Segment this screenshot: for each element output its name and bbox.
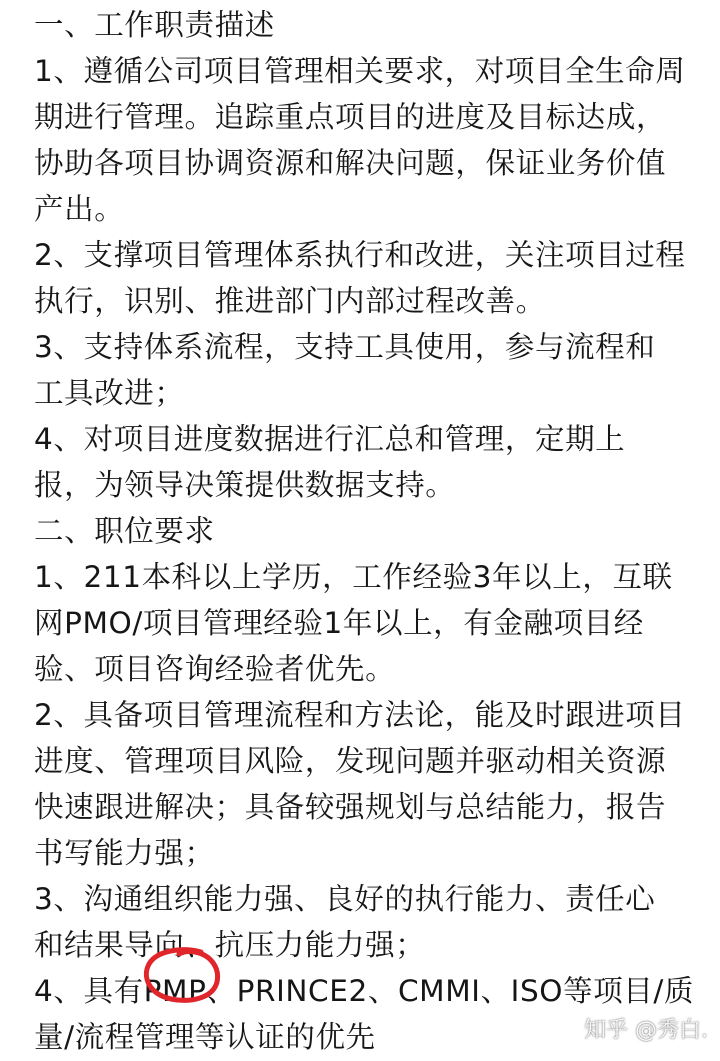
text-line: 书写能力强；	[34, 836, 215, 870]
text-line: 期进行管理。追踪重点项目的进度及目标达成，	[34, 100, 667, 134]
text-line: 3、支持体系流程，支持工具使用，参与流程和	[34, 330, 656, 364]
section-heading-responsibilities: 一、工作职责描述	[34, 8, 275, 42]
text-line: 网PMO/项目管理经验1年以上，有金融项目经	[34, 606, 644, 640]
text-line: 验、项目咨询经验者优先。	[34, 652, 396, 686]
text-line: 1、211本科以上学历，工作经验3年以上，互联	[34, 560, 673, 594]
text-line: 进度、管理项目风险，发现问题并驱动相关资源	[34, 744, 667, 778]
text-line: 执行，识别、推进部门内部过程改善。	[34, 284, 546, 318]
zhihu-watermark: 知乎 @秀白.	[584, 1018, 708, 1043]
text-line: 工具改进；	[34, 376, 185, 410]
section-heading-requirements: 二、职位要求	[34, 514, 215, 548]
text-line: 2、具备项目管理流程和方法论，能及时跟进项目	[34, 698, 686, 732]
text-line: 和结果导向、抗压力能力强；	[34, 928, 426, 962]
text-line: 快速跟进解决；具备较强规划与总结能力，报告	[34, 790, 667, 824]
text-line: 4、对项目进度数据进行汇总和管理，定期上	[34, 422, 626, 456]
text-line: 3、沟通组织能力强、良好的执行能力、责任心	[34, 882, 656, 916]
text-line: 报，为领导决策提供数据支持。	[34, 468, 456, 502]
text-line-pmp: 4、具有PMP、PRINCE2、CMMI、ISO等项目/质	[34, 974, 695, 1008]
text-line: 产出。	[34, 192, 125, 226]
text-line: 量/流程管理等认证的优先	[34, 1020, 376, 1054]
text-line: 2、支撑项目管理体系执行和改进，关注项目过程	[34, 238, 686, 272]
text-line: 协助各项目协调资源和解决问题，保证业务价值	[34, 146, 667, 180]
text-line: 1、遵循公司项目管理相关要求，对项目全生命周	[34, 54, 686, 88]
